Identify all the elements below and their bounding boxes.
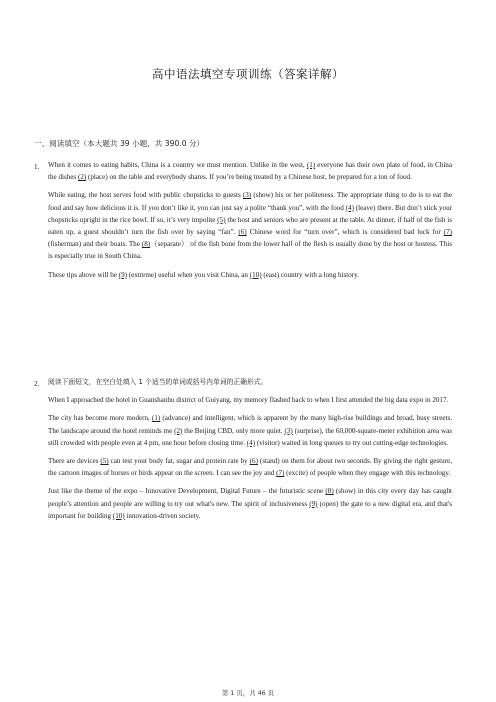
blank-marker: (8)	[325, 487, 334, 496]
page-title: 高中语法填空专项训练（答案详解）	[152, 67, 344, 81]
paragraph-instructions: 阅读下面短文，在空白处填入 1 个适当的单词或括号内单词的正确形式。	[48, 378, 268, 386]
blank-marker: (1)	[306, 161, 316, 169]
question-number: 2.	[34, 380, 40, 388]
blank-marker: (4)	[345, 203, 354, 212]
paragraph: Just like the theme of the expo – Innovative Development, Digital Future – the futuristic scene (8) (show) in this city every day has caught people’s attention and people are willing to try out what's new. The spirit of inclusiveness (9) (open) the gate to a new digital era, and that's important for building (10) innovation-driven society.	[48, 487, 452, 520]
blank-marker: (7)	[443, 228, 452, 237]
blank-marker: (3)	[284, 426, 293, 435]
paragraph: When it comes to eating habits, China is a country we must mention. Unlike in the west, (1) everyone has their own plate of food, in China the dishes (2) (place) on the table and everybody shares. If you’re being treated by a Chinese host, be prepared for a ton of food.	[48, 161, 453, 182]
blank-marker: (10)	[249, 270, 262, 279]
blank-marker: (5)	[217, 215, 226, 224]
blank-marker: (4)	[246, 438, 256, 447]
blank-marker: (2)	[174, 426, 183, 435]
page-footer: 第 1 页，共 46 页	[221, 689, 275, 697]
blank-marker: (8)	[141, 240, 151, 249]
blank-marker: (3)	[242, 191, 252, 200]
paragraph: The city has become more modern, (1) (advance) and intelligent, which is apparent by the many high-rise buildings and broad, busy streets. The landscape around the hotel reminds me (2) the Beijing CBD, only more quiet. (3) (surprise), the 60,000-square-meter exhibition area was still crowded with people even at 4 pm, one hour before closing time. (4) (visitor) waited in long queues to try out cutting-edge technologies.	[48, 414, 452, 447]
question-2-body	[48, 376, 452, 528]
blank-marker: (9)	[118, 270, 128, 279]
blank-marker: (10)	[112, 511, 125, 520]
paragraph: When I approached the hotel in Guanshanhu district of Guiyang, my memory flashed back to when I first attended the big data expo in 2017.	[48, 396, 449, 405]
question-number: 1.	[34, 163, 40, 171]
blank-marker: (7)	[276, 469, 285, 478]
blank-marker: (1)	[151, 414, 161, 423]
blank-marker: (9)	[309, 499, 318, 508]
blank-marker: (2)	[77, 173, 87, 182]
paragraph: While eating, the host serves food with public chopsticks to guests (3) (show) his or her politeness. The appropriate thing to do is to eat the food and say how delicious it is. If you don’t like it, you can just say a polite “thank you”, with the food (4) (leave) there. But don’t stick your chopsticks upright in the rice bowl. If so, it’s very impolite (5) the host and seniors who are present at the table. At dinner, if half of the fish is eaten up, a guest shouldn’t turn the fish over by saying “fan”. (6) Chinese word for “turn over”, which is considered bad luck for (7) (fisherman) and their boats. The (8)（separate） of the fish bone from the lower half of the flesh is usually done by the host or hostess. This is especially true in South China.	[48, 191, 452, 261]
paragraph: These tips above will be (9) (extreme) useful when you visit China, an (10) (east) country with a long history.	[48, 270, 360, 279]
blank-marker: (5)	[100, 457, 109, 466]
section-heading: 一、阅读填空（本大题共 39 小题，共 390.0 分）	[34, 139, 205, 148]
blank-marker: (6)	[238, 228, 247, 237]
question-1-body	[48, 159, 452, 287]
blank-marker: (6)	[249, 457, 258, 466]
paragraph: There are devices (5) can test your body fat, sugar and protein rate by (6) (stand) on them for about two seconds. By giving the right gesture, the cartoon images of horses or birds appear on the screen. I can see the joy and (7) (excite) of people when they engage with this technology.	[48, 457, 452, 478]
